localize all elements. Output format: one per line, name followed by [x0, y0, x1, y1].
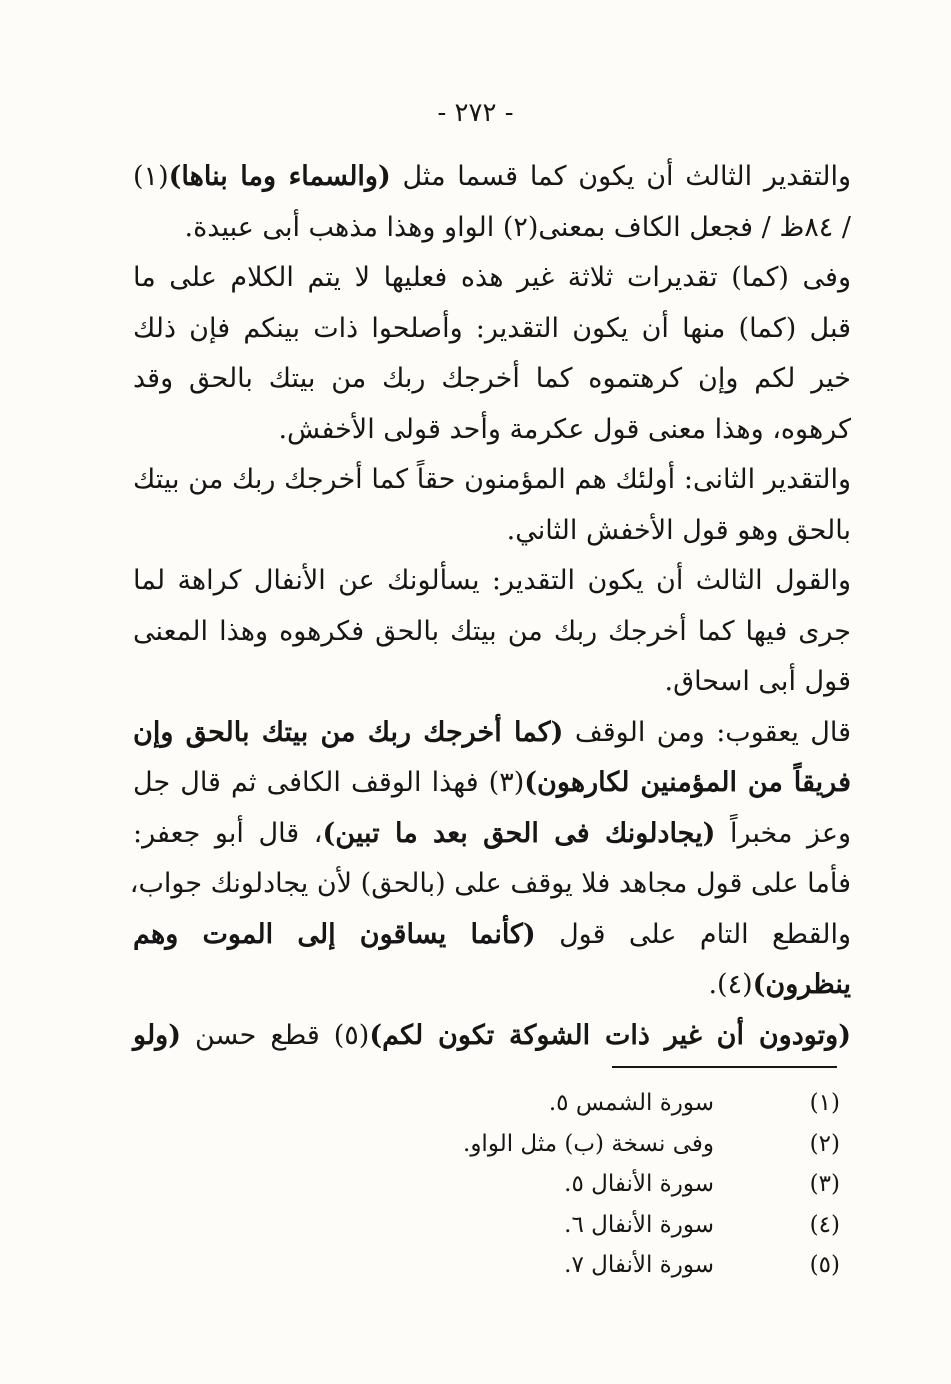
text-segment: كرهوه، وهذا معنى قول عكرمة وأحد قولى الأخفش. [278, 413, 851, 445]
text-line [133, 455, 851, 506]
text-line [133, 960, 851, 1011]
footnote-number: (٥) [809, 1252, 840, 1278]
page-number: - ٢٧٢ - [437, 98, 514, 128]
text-line [133, 607, 851, 658]
text-line [133, 304, 851, 355]
footnote [380, 1245, 840, 1286]
footnote [380, 1124, 840, 1165]
text-line [133, 657, 851, 708]
text-line [133, 1011, 851, 1062]
quran-quote: (ولو [133, 1019, 181, 1051]
text-segment: (٤). [708, 969, 753, 1000]
footnote-text: سورة الأنفال ٥. [564, 1171, 714, 1197]
text-segment: بالحق وهو قول الأخفش الثاني. [506, 514, 851, 546]
footnote-number: (٤) [809, 1211, 840, 1238]
text-line [133, 758, 851, 809]
text-segment: والقطع التام على قول [535, 918, 851, 950]
footnote-text: وفى نسخة (ب) مثل الواو. [463, 1130, 714, 1157]
quran-quote: (والسماء وما بناها) [168, 161, 391, 192]
text-segment: والقول الثالث أن يكون التقدير: يسألونك عن الأنفال كراهة لما [133, 565, 851, 596]
text-segment: والتقدير الثالث أن يكون كما قسما مثل [390, 161, 851, 192]
quran-quote: (كأنما يساقون إلى الموت وهم [133, 918, 536, 950]
text-line [133, 203, 851, 254]
quran-quote: ينظرون) [752, 969, 851, 1000]
text-segment: (٥) قطع حسن [181, 1019, 370, 1051]
text-segment: خير لكم وإن كرهتموه كما أخرجك ربك من بيتك بالحق وقد [133, 363, 851, 394]
text-segment: قال يعقوب: ومن الوقف [563, 716, 852, 748]
text-line [133, 253, 851, 304]
text-segment: قبل (كما) منها أن يكون التقدير: وأصلحوا ذات بينكم فإن ذلك [133, 312, 851, 344]
text-segment: / ٨٤ظ / فجعل الكاف بمعنى(٢) الواو وهذا مذهب أبى عبيدة. [184, 211, 851, 243]
body-text [129, 152, 852, 1061]
text-line [133, 556, 851, 607]
footnote-text: سورة الأنفال ٧. [564, 1252, 714, 1278]
footnotes [380, 1083, 840, 1286]
text-line [133, 405, 851, 456]
quran-quote: (وتودون أن غير ذات الشوكة تكون لكم) [369, 1019, 851, 1051]
text-line [133, 910, 851, 961]
footnote-text: سورة الأنفال ٦. [564, 1211, 714, 1238]
footnote [380, 1083, 840, 1124]
footnote-number: (٣) [809, 1171, 840, 1197]
text-segment: قول أبى اسحاق. [664, 666, 851, 697]
footnote [380, 1164, 840, 1205]
text-line [133, 152, 851, 203]
text-segment: ، قال أبو جعفر: [133, 817, 323, 849]
quran-quote: فريقاً من المؤمنين لكارهون) [524, 767, 851, 798]
text-segment: وعز مخبراً [715, 817, 852, 849]
footnote [380, 1205, 840, 1246]
text-segment: وفى (كما) تقديرات ثلاثة غير هذه فعليها لا يتم الكلام على ما [133, 262, 851, 293]
footnote-number: (٢) [809, 1130, 840, 1157]
text-line [133, 708, 851, 759]
quran-quote: (كما أخرجك ربك من بيتك بالحق وإن [133, 716, 564, 748]
text-line [129, 859, 851, 910]
text-segment: فأما على قول مجاهد فلا يوقف على (بالحق) لأن يجادلونك جواب، [129, 868, 851, 899]
text-line [133, 506, 851, 557]
footnote-divider [612, 1066, 837, 1068]
text-segment: جرى فيها كما أخرجك ربك من بيتك بالحق فكرهوه وهذا المعنى [133, 615, 851, 647]
text-segment: (٣) فهذا الوقف الكافى ثم قال جل [133, 767, 525, 798]
text-line [133, 809, 851, 860]
text-segment: (١) [133, 161, 169, 192]
footnote-text: سورة الشمس ٥. [548, 1090, 714, 1116]
text-line [133, 354, 851, 405]
footnote-number: (١) [809, 1090, 840, 1116]
quran-quote: (يجادلونك فى الحق بعد ما تبين) [322, 817, 716, 849]
text-segment: والتقدير الثانى: أولئك هم المؤمنون حقاً كما أخرجك ربك من بيتك [133, 464, 851, 495]
